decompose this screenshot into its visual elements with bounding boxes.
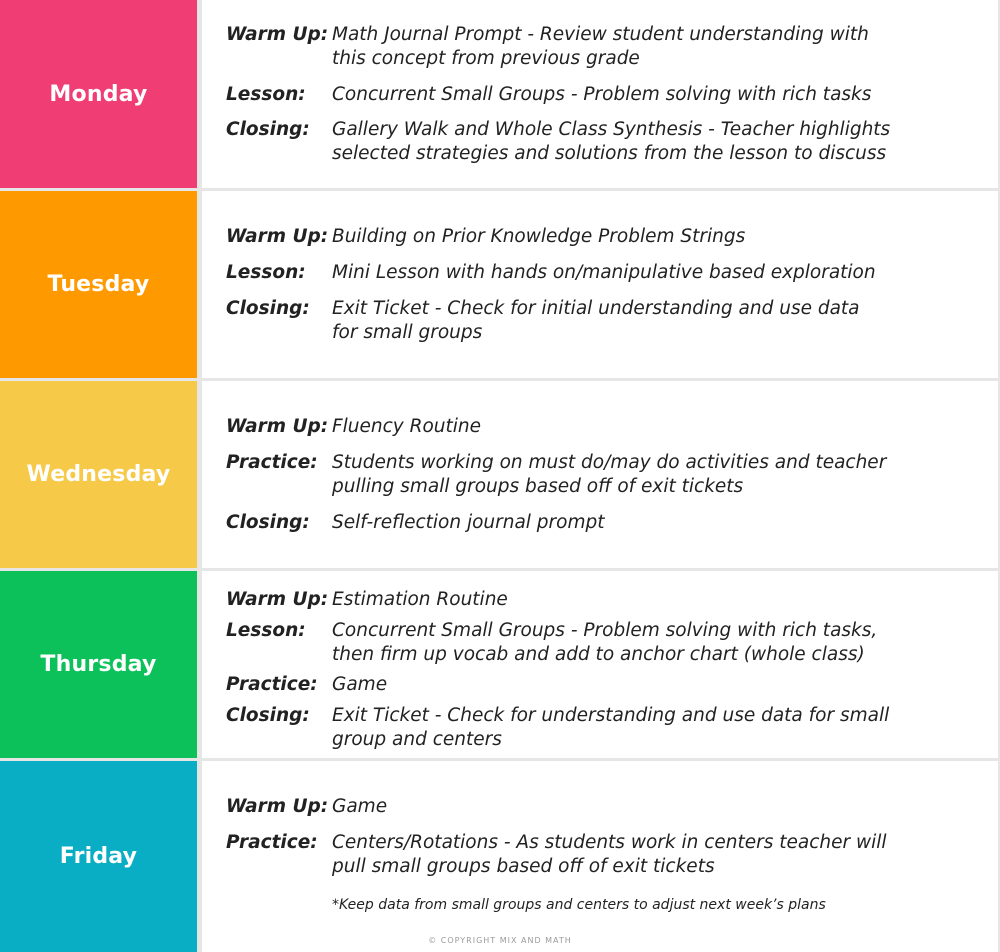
entry-label: Closing: [226,705,310,726]
day-label-thursday: Thursday [0,571,197,758]
row-friday [0,761,1000,952]
entry-text: Game [332,674,388,695]
day-content-wednesday [202,381,998,568]
entry-text: Concurrent Small Groups - Problem solving with rich tasks [332,84,872,105]
entry-text: Estimation Routine [332,589,508,610]
entry-text: Centers/Rotations - As students work in centers teacher will pull small groups based off of exit tickets [332,832,887,877]
entry-text: Gallery Walk and Whole Class Synthesis - Teacher highlights selected strategies and solutions from the lesson to discuss [332,119,891,164]
entry-text: Building on Prior Knowledge Problem Strings [332,226,746,247]
entry-label: Closing: [226,298,310,319]
entry-label: Closing: [226,512,310,533]
entry-text: Self-reflection journal prompt [332,512,605,533]
row-monday [0,0,1000,188]
entry-label: Practice: [226,674,318,695]
row-thursday [0,571,1000,758]
entry-text: Students working on must do/may do activities and teacher pulling small groups based off of exit tickets [332,452,887,497]
entry-label: Practice: [226,452,318,473]
entry-label: Warm Up: [226,416,329,437]
entry-text: Exit Ticket - Check for understanding and use data for small group and centers [332,705,890,750]
day-content-friday [202,761,998,952]
entry-text: Game [332,796,388,817]
day-label-tuesday: Tuesday [0,191,197,378]
entry-label: Lesson: [226,262,306,283]
entry-label: Lesson: [226,84,306,105]
entry-text: Mini Lesson with hands on/manipulative based exploration [332,262,876,283]
footnote: *Keep data from small groups and centers to adjust next week’s plans [332,897,826,913]
entry-label: Practice: [226,832,318,853]
row-wednesday [0,381,1000,568]
entry-label: Warm Up: [226,226,329,247]
entry-text: Math Journal Prompt - Review student understanding with this concept from previous grade [332,24,869,69]
entry-label: Warm Up: [226,589,329,610]
entry-label: Closing: [226,119,310,140]
day-label-friday: Friday [0,761,197,952]
entry-label: Warm Up: [226,24,329,45]
entry-text: Exit Ticket - Check for initial understanding and use data for small groups [332,298,860,343]
entry-label: Warm Up: [226,796,329,817]
day-content-thursday [202,571,998,758]
copyright-text: © COPYRIGHT MIX AND MATH [428,936,572,945]
entry-label: Lesson: [226,620,306,641]
entry-text: Fluency Routine [332,416,482,437]
day-label-monday: Monday [0,0,197,188]
day-label-wednesday: Wednesday [0,381,197,568]
row-tuesday [0,191,1000,378]
entry-text: Concurrent Small Groups - Problem solving with rich tasks, then firm up vocab and add to anchor chart (whole class) [332,620,878,665]
day-content-tuesday [202,191,998,378]
day-content-monday [202,0,998,188]
